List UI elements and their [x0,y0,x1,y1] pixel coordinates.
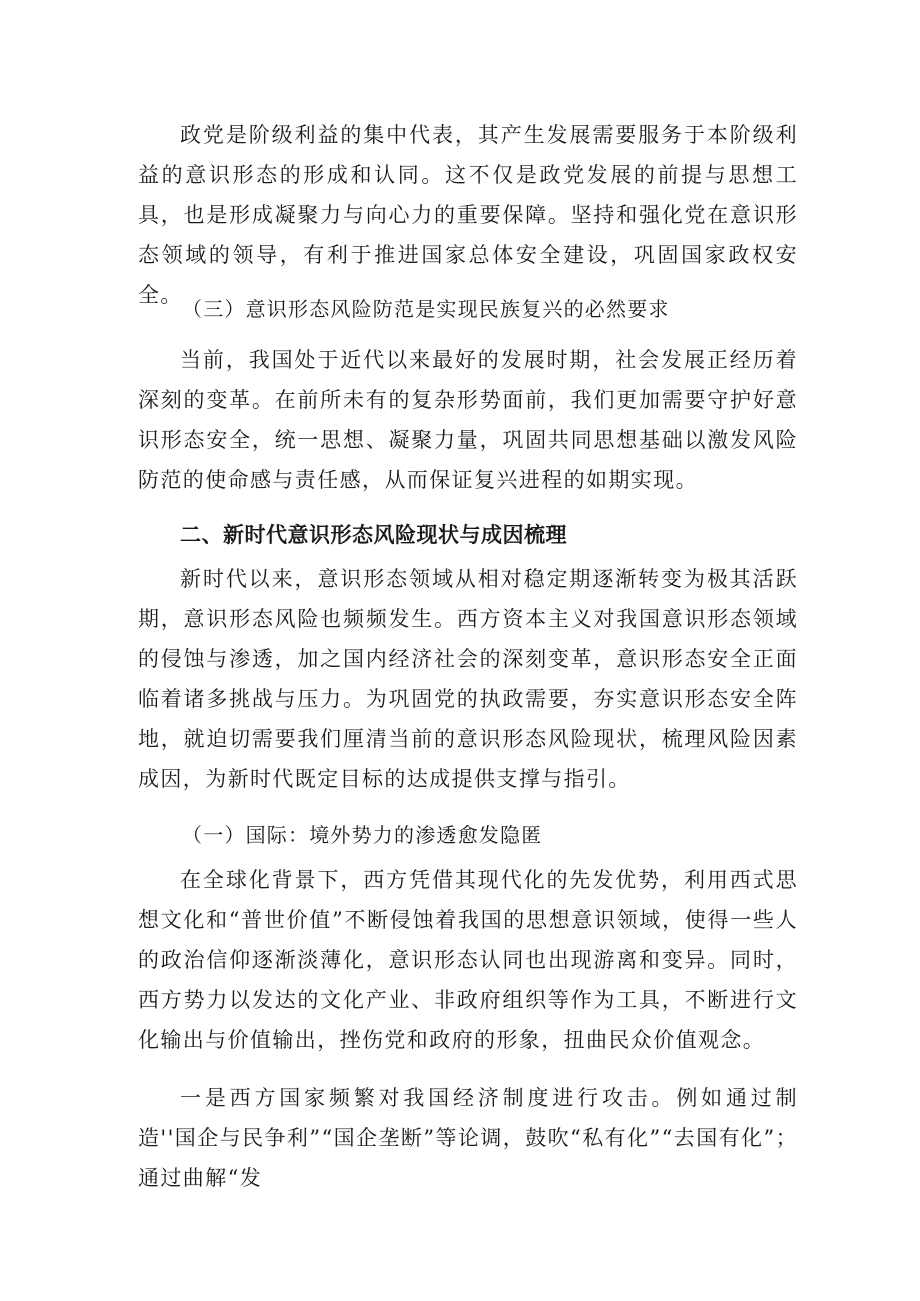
body-paragraph: 一是西方国家频繁对我国经济制度进行攻击。例如通过制造''国企与民争利”“国企垄断”等论调，鼓吹“私有化”“去国有化”；通过曲解“发 [138,1086,798,1190]
body-paragraph: 当前，我国处于近代以来最好的发展时期，社会发展正经历着深刻的变革。在前所未有的复杂形势面前，我们更加需要守护好意识形态安全，统一思想、凝聚力量，巩固共同思想基础以激发风险防范的使命感与责任感，从而保证复兴进程的如期实现。 [138,348,798,492]
body-paragraph: 在全球化背景下，西方凭借其现代化的先发优势，利用西式思想文化和“普世价值”不断侵蚀着我国的思想意识领域，使得一些人的政治信仰逐渐淡薄化，意识形态认同也出现游离和变异。同时，西方势力以发达的文化产业、非政府组织等作为工具，不断进行文化输出与价值输出，挫伤党和政府的形象，扭曲民众价值观念。 [138,868,798,1052]
subheading-section-1: （一）国际：境外势力的渗透愈发隐匿 [182,823,543,847]
body-paragraph: 新时代以来，意识形态领域从相对稳定期逐渐转变为极其活跃期，意识形态风险也频频发生。西方资本主义对我国意识形态领域的侵蚀与渗透，加之国内经济社会的深刻变革，意识形态安全正面临着诸多挑战与压力。为巩固党的执政需要，夯实意识形态安全阵地，就迫切需要我们厘清当前的意识形态风险现状，梳理风险因素成因，为新时代既定目标的达成提供支撑与指引。 [138,567,798,791]
section-heading: 二、新时代意识形态风险现状与成因梳理 [180,523,567,547]
subheading-section-3: （三）意识形态风险防范是实现民族复兴的必然要求 [182,297,670,321]
body-paragraph: 政党是阶级利益的集中代表，其产生发展需要服务于本阶级利益的意识形态的形成和认同。这不仅是政党发展的前提与思想工具，也是形成凝聚力与向心力的重要保障。坚持和强化党在意识形态领域的领导，有利于推进国家总体安全建设，巩固国家政权安全。 [138,123,798,307]
